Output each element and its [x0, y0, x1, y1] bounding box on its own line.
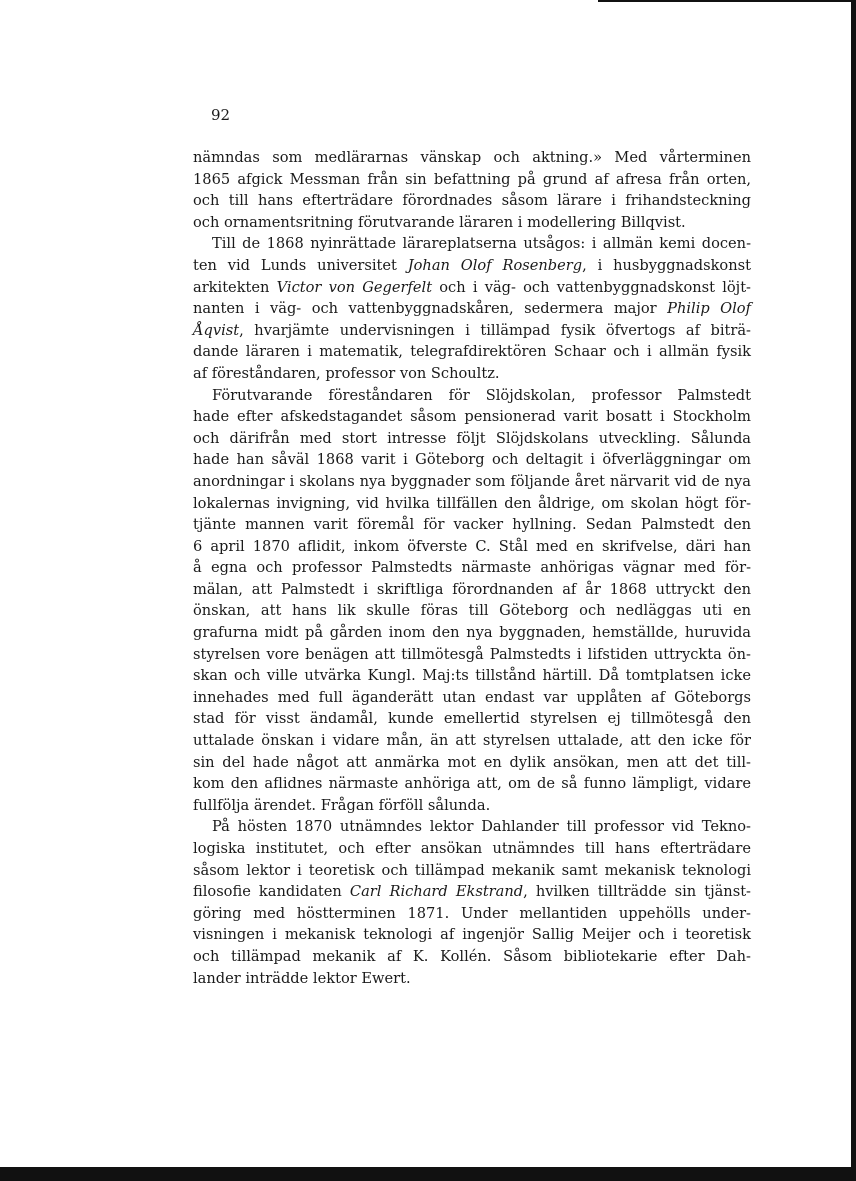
- text-line: och tillämpad mekanik af K. Kollén. Såsom bibliotekarie efter Dah-: [193, 947, 751, 965]
- text-line: tjänte mannen varit föremål för vacker hyllning. Sedan Palmstedt den: [193, 516, 751, 534]
- text-line: sin del hade något att anmärka mot en dylik ansökan, men att det till-: [193, 753, 751, 771]
- text-line: innehades med full äganderätt utan endast var upplåten af Göteborgs: [193, 688, 751, 706]
- text-line: logiska institutet, och efter ansökan utnämndes till hans efterträdare: [193, 840, 751, 857]
- text-line: och ornamentsritning förutvarande läraren i modellering Billqvist.: [193, 213, 686, 231]
- text-line: såsom lektor i teoretisk och tillämpad mekanik samt mekanisk teknologi: [193, 861, 751, 879]
- text-line: Till de 1868 nyinrättade lärareplatserna utsågos: i allmän kemi docen-: [212, 235, 751, 253]
- scan-border-bottom: [0, 1167, 856, 1181]
- text-line: Åqvist, hvarjämte undervisningen i tillämpad fysik öfvertogs af biträ-: [193, 321, 751, 339]
- text-line: lander inträdde lektor Ewert.: [193, 969, 411, 987]
- text-line: af föreståndaren, professor von Schoultz.: [193, 364, 500, 382]
- body-text: [193, 147, 751, 989]
- text-line: grafurna midt på gården inom den nya byggnaden, hemställde, huruvida: [193, 624, 751, 642]
- text-line: mälan, att Palmstedt i skriftliga förordnanden af år 1868 uttryckt den: [193, 580, 751, 598]
- text-line: å egna och professor Palmstedts närmaste anhörigas vägnar med för-: [193, 559, 751, 577]
- text-line: nämndas som medlärarnas vänskap och aktning.» Med vårterminen: [193, 149, 751, 166]
- text-line: styrelsen vore benägen att tillmötesgå Palmstedts i lifstiden uttryckta ön-: [193, 645, 751, 663]
- text-line: och till hans efterträdare förordnades såsom lärare i frihandsteckning: [193, 192, 751, 210]
- text-line: filosofie kandidaten Carl Richard Ekstrand, hvilken tillträdde sin tjänst-: [193, 883, 751, 901]
- text-line: kom den aflidnes närmaste anhöriga att, om de så funno lämpligt, vidare: [193, 775, 751, 793]
- text-line: dande läraren i matematik, telegrafdirektören Schaar och i allmän fysik: [193, 343, 751, 361]
- text-line: önskan, att hans lik skulle föras till Göteborg och nedläggas uti en: [193, 602, 751, 620]
- text-line: lokalernas invigning, vid hvilka tillfällen den åldrige, om skolan högt för-: [193, 494, 751, 512]
- text-line: hade han såväl 1868 varit i Göteborg och deltagit i öfverläggningar om: [193, 451, 751, 469]
- scan-border-top: [598, 0, 856, 2]
- text-line: arkitekten Victor von Gegerfelt och i väg- och vattenbyggnadskonst löjt-: [193, 278, 751, 296]
- text-line: anordningar i skolans nya byggnader som följande året närvarit vid de nya: [193, 472, 751, 490]
- text-line: stad för visst ändamål, kunde emellertid styrelsen ej tillmötesgå den: [193, 710, 751, 728]
- text-line: 1865 afgick Messman från sin befattning på grund af afresa från orten,: [193, 170, 751, 188]
- text-line: 6 april 1870 aflidit, inkom öfverste C. Stål med en skrifvelse, däri han: [193, 537, 751, 555]
- text-line: och därifrån med stort intresse följt Slöjdskolans utveckling. Sålunda: [193, 429, 751, 447]
- text-line: Förutvarande föreståndaren för Slöjdskolan, professor Palmstedt: [212, 386, 751, 404]
- text-line: ten vid Lunds universitet Johan Olof Rosenberg, i husbyggnadskonst: [193, 256, 751, 274]
- scan-border-right: [851, 0, 856, 1181]
- text-line: hade efter afskedstagandet såsom pensionerad varit bosatt i Stockholm: [193, 408, 751, 426]
- text-line: uttalade önskan i vidare mån, än att styrelsen uttalade, att den icke för: [193, 732, 751, 750]
- text-line: På hösten 1870 utnämndes lektor Dahlander till professor vid Tekno-: [212, 818, 751, 836]
- text-line: nanten i väg- och vattenbyggnadskåren, sedermera major Philip Olof: [193, 300, 751, 318]
- page-number: 92: [211, 106, 231, 124]
- text-line: göring med höstterminen 1871. Under mellantiden uppehölls under-: [193, 904, 751, 922]
- text-line: fullfölja ärendet. Frågan förföll sålunda.: [193, 796, 491, 814]
- text-line: skan och ville utvärka Kungl. Maj:ts tillstånd härtill. Då tomtplatsen icke: [193, 667, 751, 685]
- text-line: visningen i mekanisk teknologi af ingenjör Sallig Meijer och i teoretisk: [193, 926, 751, 944]
